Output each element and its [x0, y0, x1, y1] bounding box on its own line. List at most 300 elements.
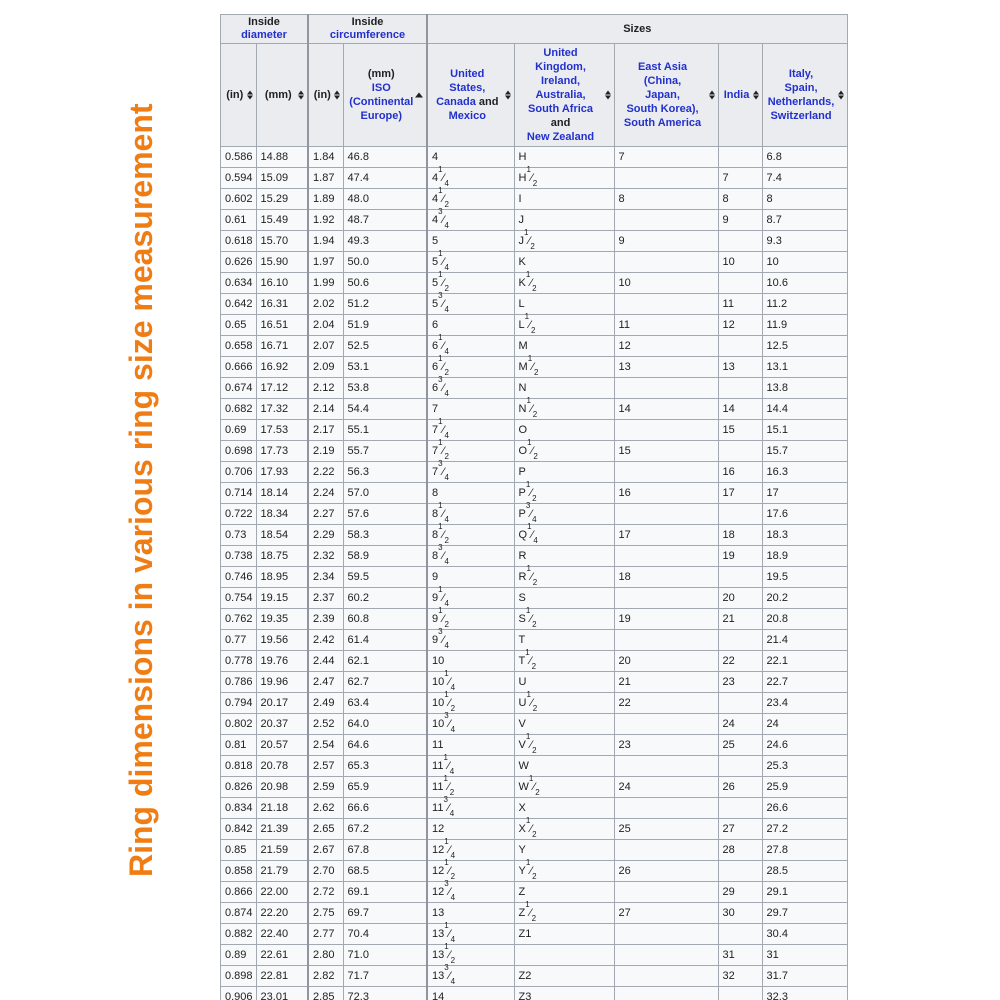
cell-us-canada-mexico: $4^1⁄_2$ — [427, 189, 514, 210]
cell-diameter-mm: 17.12 — [256, 378, 308, 399]
cell-east-asia-south-america — [614, 462, 718, 483]
cell-diameter-mm: 15.09 — [256, 168, 308, 189]
cell-uk-ireland-australia-sa-nz: W — [514, 756, 614, 777]
cell-uk-ireland-australia-sa-nz: Z2 — [514, 966, 614, 987]
cell-italy-spain-netherlands-switzerland: 20.2 — [762, 588, 847, 609]
cell-circumference-mm-iso: 48.0 — [343, 189, 427, 210]
cell-circumference-in: 2.59 — [308, 777, 343, 798]
table-row — [221, 777, 848, 798]
column-header-uk-ireland-australia-sa-nz-link[interactable]: Australia, — [535, 89, 586, 101]
column-header-circumference-mm-iso[interactable] — [343, 44, 427, 147]
cell-italy-spain-netherlands-switzerland: 24.6 — [762, 735, 847, 756]
table-row — [221, 903, 848, 924]
cell-india: 11 — [718, 294, 762, 315]
cell-east-asia-south-america — [614, 546, 718, 567]
table-row — [221, 336, 848, 357]
cell-uk-ireland-australia-sa-nz: R — [514, 546, 614, 567]
sort-ascending-icon[interactable] — [415, 93, 423, 98]
cell-circumference-in: 1.84 — [308, 147, 343, 168]
cell-india — [718, 756, 762, 777]
cell-us-canada-mexico: 5 — [427, 231, 514, 252]
cell-circumference-mm-iso: 56.3 — [343, 462, 427, 483]
cell-circumference-mm-iso: 66.6 — [343, 798, 427, 819]
column-header-italy-spain-netherlands-switzerland-link[interactable]: Switzerland — [770, 110, 832, 122]
cell-diameter-mm: 20.37 — [256, 714, 308, 735]
table-row — [221, 567, 848, 588]
cell-italy-spain-netherlands-switzerland: 12.5 — [762, 336, 847, 357]
cell-diameter-in: 0.706 — [221, 462, 257, 483]
cell-circumference-in: 2.19 — [308, 441, 343, 462]
cell-diameter-in: 0.842 — [221, 819, 257, 840]
cell-diameter-in: 0.746 — [221, 567, 257, 588]
cell-diameter-in: 0.802 — [221, 714, 257, 735]
column-header-us-canada-mexico-link[interactable]: Mexico — [448, 110, 486, 122]
cell-diameter-mm: 17.73 — [256, 441, 308, 462]
cell-diameter-in: 0.81 — [221, 735, 257, 756]
table-row — [221, 945, 848, 966]
column-header-circumference-mm-iso-link[interactable]: ISO (Continental Europe) — [349, 82, 414, 122]
cell-circumference-in: 2.70 — [308, 861, 343, 882]
cell-east-asia-south-america — [614, 882, 718, 903]
sort-both-icon[interactable] — [505, 91, 511, 100]
cell-india: 16 — [718, 462, 762, 483]
column-header-us-canada-mexico-link[interactable]: United States, — [449, 68, 486, 94]
cell-diameter-mm: 18.95 — [256, 567, 308, 588]
table-row — [221, 987, 848, 1000]
cell-east-asia-south-america — [614, 294, 718, 315]
cell-india — [718, 504, 762, 525]
cell-circumference-in: 2.57 — [308, 756, 343, 777]
cell-circumference-mm-iso: 53.8 — [343, 378, 427, 399]
column-header-east-asia-south-america[interactable] — [614, 44, 718, 147]
cell-uk-ireland-australia-sa-nz: $U^1⁄_2$ — [514, 693, 614, 714]
cell-diameter-in: 0.882 — [221, 924, 257, 945]
cell-diameter-in: 0.586 — [221, 147, 257, 168]
table-row — [221, 714, 848, 735]
table-row — [221, 378, 848, 399]
cell-india: 14 — [718, 399, 762, 420]
table-row — [221, 693, 848, 714]
cell-uk-ireland-australia-sa-nz: L — [514, 294, 614, 315]
cell-circumference-in: 2.75 — [308, 903, 343, 924]
cell-circumference-in: 2.80 — [308, 945, 343, 966]
cell-circumference-in: 2.27 — [308, 504, 343, 525]
cell-italy-spain-netherlands-switzerland: 17.6 — [762, 504, 847, 525]
table-row — [221, 357, 848, 378]
cell-diameter-in: 0.69 — [221, 420, 257, 441]
cell-circumference-in: 2.49 — [308, 693, 343, 714]
table-row — [221, 168, 848, 189]
cell-diameter-mm: 21.79 — [256, 861, 308, 882]
column-header-diameter-in[interactable] — [221, 44, 257, 147]
column-header-diameter-mm[interactable] — [256, 44, 308, 147]
column-header-east-asia-south-america-link[interactable]: South Korea), — [626, 103, 699, 115]
cell-italy-spain-netherlands-switzerland: 22.7 — [762, 672, 847, 693]
cell-us-canada-mexico: $9^3⁄_4$ — [427, 630, 514, 651]
sort-both-icon[interactable] — [753, 91, 759, 100]
table-row — [221, 966, 848, 987]
group-header-inside-diameter-text: Inside — [248, 16, 280, 28]
cell-diameter-in: 0.738 — [221, 546, 257, 567]
cell-diameter-in: 0.602 — [221, 189, 257, 210]
cell-india: 17 — [718, 483, 762, 504]
cell-east-asia-south-america: 17 — [614, 525, 718, 546]
group-header-inside-circumference-link[interactable]: circumference — [329, 29, 406, 41]
cell-circumference-mm-iso: 69.1 — [343, 882, 427, 903]
cell-italy-spain-netherlands-switzerland: 27.8 — [762, 840, 847, 861]
cell-east-asia-south-america — [614, 252, 718, 273]
cell-diameter-mm: 22.20 — [256, 903, 308, 924]
column-header-italy-spain-netherlands-switzerland-link[interactable]: Italy, — [788, 68, 814, 80]
table-row — [221, 147, 848, 168]
cell-diameter-in: 0.85 — [221, 840, 257, 861]
group-header-inside-circumference-text: Inside — [351, 16, 384, 28]
table-row — [221, 210, 848, 231]
cell-diameter-mm: 23.01 — [256, 987, 308, 1000]
cell-diameter-in: 0.618 — [221, 231, 257, 252]
table-row — [221, 672, 848, 693]
cell-india — [718, 987, 762, 1000]
cell-us-canada-mexico: $12^1⁄_4$ — [427, 840, 514, 861]
group-header-inside-diameter-link[interactable]: diameter — [241, 29, 287, 41]
cell-us-canada-mexico: $5^1⁄_4$ — [427, 252, 514, 273]
cell-uk-ireland-australia-sa-nz: $M^1⁄_2$ — [514, 357, 614, 378]
cell-uk-ireland-australia-sa-nz: $P^1⁄_2$ — [514, 483, 614, 504]
column-header-us-canada-mexico-text: and — [475, 96, 499, 108]
cell-uk-ireland-australia-sa-nz: $S^1⁄_2$ — [514, 609, 614, 630]
cell-diameter-mm: 16.92 — [256, 357, 308, 378]
cell-circumference-in: 2.24 — [308, 483, 343, 504]
cell-east-asia-south-america: 14 — [614, 399, 718, 420]
cell-uk-ireland-australia-sa-nz: J — [514, 210, 614, 231]
cell-diameter-in: 0.858 — [221, 861, 257, 882]
column-header-us-canada-mexico[interactable] — [427, 44, 514, 147]
cell-us-canada-mexico: $12^3⁄_4$ — [427, 882, 514, 903]
cell-diameter-in: 0.61 — [221, 210, 257, 231]
column-header-east-asia-south-america-link[interactable]: Japan, — [645, 89, 680, 101]
cell-circumference-in: 2.67 — [308, 840, 343, 861]
column-header-uk-ireland-australia-sa-nz-text: and — [550, 117, 571, 129]
cell-uk-ireland-australia-sa-nz: I — [514, 189, 614, 210]
cell-italy-spain-netherlands-switzerland: 13.1 — [762, 357, 847, 378]
cell-india: 20 — [718, 588, 762, 609]
cell-diameter-mm: 16.10 — [256, 273, 308, 294]
cell-italy-spain-netherlands-switzerland: 31 — [762, 945, 847, 966]
cell-diameter-in: 0.834 — [221, 798, 257, 819]
cell-uk-ireland-australia-sa-nz: Y — [514, 840, 614, 861]
column-header-italy-spain-netherlands-switzerland-link[interactable]: Netherlands, — [767, 96, 835, 108]
sort-both-icon[interactable] — [838, 91, 844, 100]
table-row — [221, 525, 848, 546]
cell-circumference-in: 1.92 — [308, 210, 343, 231]
cell-italy-spain-netherlands-switzerland: 31.7 — [762, 966, 847, 987]
cell-circumference-mm-iso: 55.7 — [343, 441, 427, 462]
cell-india: 23 — [718, 672, 762, 693]
cell-uk-ireland-australia-sa-nz: $N^1⁄_2$ — [514, 399, 614, 420]
cell-india: 13 — [718, 357, 762, 378]
cell-diameter-in: 0.73 — [221, 525, 257, 546]
cell-east-asia-south-america: 10 — [614, 273, 718, 294]
cell-us-canada-mexico: 14 — [427, 987, 514, 1000]
cell-us-canada-mexico: $13^1⁄_2$ — [427, 945, 514, 966]
cell-diameter-in: 0.786 — [221, 672, 257, 693]
cell-east-asia-south-america: 19 — [614, 609, 718, 630]
cell-east-asia-south-america: 21 — [614, 672, 718, 693]
cell-uk-ireland-australia-sa-nz: $J^1⁄_2$ — [514, 231, 614, 252]
cell-uk-ireland-australia-sa-nz: S — [514, 588, 614, 609]
cell-diameter-mm: 15.70 — [256, 231, 308, 252]
cell-uk-ireland-australia-sa-nz: $T^1⁄_2$ — [514, 651, 614, 672]
cell-india — [718, 861, 762, 882]
cell-india — [718, 630, 762, 651]
cell-diameter-in: 0.682 — [221, 399, 257, 420]
cell-uk-ireland-australia-sa-nz: M — [514, 336, 614, 357]
cell-circumference-in: 1.87 — [308, 168, 343, 189]
column-header-uk-ireland-australia-sa-nz-link[interactable]: South Africa — [528, 103, 594, 115]
cell-circumference-in: 2.44 — [308, 651, 343, 672]
column-header-uk-ireland-australia-sa-nz[interactable] — [514, 44, 614, 147]
cell-uk-ireland-australia-sa-nz: U — [514, 672, 614, 693]
cell-circumference-in: 2.22 — [308, 462, 343, 483]
cell-diameter-mm: 15.90 — [256, 252, 308, 273]
cell-diameter-mm: 22.81 — [256, 966, 308, 987]
table-row — [221, 441, 848, 462]
cell-east-asia-south-america: 7 — [614, 147, 718, 168]
cell-circumference-in: 2.02 — [308, 294, 343, 315]
cell-circumference-in: 2.72 — [308, 882, 343, 903]
column-header-india-link[interactable]: India — [723, 89, 750, 101]
table-row — [221, 462, 848, 483]
cell-east-asia-south-america: 20 — [614, 651, 718, 672]
cell-east-asia-south-america — [614, 420, 718, 441]
column-header-uk-ireland-australia-sa-nz-link[interactable]: Ireland, — [540, 75, 581, 87]
sort-both-icon[interactable] — [334, 91, 340, 100]
cell-circumference-in: 1.89 — [308, 189, 343, 210]
cell-india: 30 — [718, 903, 762, 924]
cell-circumference-mm-iso: 59.5 — [343, 567, 427, 588]
cell-circumference-in: 1.94 — [308, 231, 343, 252]
cell-diameter-in: 0.794 — [221, 693, 257, 714]
column-header-uk-ireland-australia-sa-nz-link[interactable]: New Zealand — [526, 131, 595, 143]
cell-us-canada-mexico: $11^3⁄_4$ — [427, 798, 514, 819]
cell-diameter-mm: 19.15 — [256, 588, 308, 609]
cell-diameter-in: 0.666 — [221, 357, 257, 378]
column-header-us-canada-mexico-link[interactable]: Canada — [436, 96, 476, 108]
cell-circumference-mm-iso: 54.4 — [343, 399, 427, 420]
cell-east-asia-south-america: 27 — [614, 903, 718, 924]
cell-italy-spain-netherlands-switzerland: 27.2 — [762, 819, 847, 840]
cell-east-asia-south-america — [614, 588, 718, 609]
column-header-uk-ireland-australia-sa-nz-link[interactable]: United Kingdom, — [535, 47, 586, 73]
cell-diameter-mm: 18.75 — [256, 546, 308, 567]
cell-diameter-mm: 19.76 — [256, 651, 308, 672]
column-header-east-asia-south-america-link[interactable]: East Asia (China, — [637, 61, 688, 87]
cell-circumference-in: 2.34 — [308, 567, 343, 588]
cell-india: 24 — [718, 714, 762, 735]
cell-india: 27 — [718, 819, 762, 840]
cell-circumference-mm-iso: 67.2 — [343, 819, 427, 840]
cell-circumference-in: 2.82 — [308, 966, 343, 987]
cell-diameter-mm: 21.18 — [256, 798, 308, 819]
cell-us-canada-mexico: $8^1⁄_4$ — [427, 504, 514, 525]
cell-circumference-in: 2.52 — [308, 714, 343, 735]
cell-circumference-mm-iso: 61.4 — [343, 630, 427, 651]
cell-east-asia-south-america — [614, 798, 718, 819]
cell-east-asia-south-america: 25 — [614, 819, 718, 840]
sort-both-icon[interactable] — [247, 91, 253, 100]
cell-circumference-mm-iso: 49.3 — [343, 231, 427, 252]
cell-italy-spain-netherlands-switzerland: 8 — [762, 189, 847, 210]
cell-us-canada-mexico: $10^1⁄_4$ — [427, 672, 514, 693]
cell-circumference-mm-iso: 60.2 — [343, 588, 427, 609]
cell-diameter-mm: 19.35 — [256, 609, 308, 630]
table-row — [221, 630, 848, 651]
cell-east-asia-south-america — [614, 987, 718, 1000]
table-row — [221, 924, 848, 945]
sort-both-icon[interactable] — [605, 91, 611, 100]
table-row — [221, 483, 848, 504]
cell-india — [718, 378, 762, 399]
cell-diameter-mm: 15.29 — [256, 189, 308, 210]
cell-circumference-mm-iso: 62.7 — [343, 672, 427, 693]
cell-italy-spain-netherlands-switzerland: 28.5 — [762, 861, 847, 882]
table-row — [221, 798, 848, 819]
cell-italy-spain-netherlands-switzerland: 20.8 — [762, 609, 847, 630]
cell-italy-spain-netherlands-switzerland: 32.3 — [762, 987, 847, 1000]
cell-uk-ireland-australia-sa-nz: $X^1⁄_2$ — [514, 819, 614, 840]
cell-us-canada-mexico: 13 — [427, 903, 514, 924]
cell-circumference-mm-iso: 53.1 — [343, 357, 427, 378]
cell-circumference-in: 2.32 — [308, 546, 343, 567]
cell-circumference-mm-iso: 51.2 — [343, 294, 427, 315]
table-row — [221, 294, 848, 315]
cell-circumference-in: 2.14 — [308, 399, 343, 420]
cell-circumference-in: 2.37 — [308, 588, 343, 609]
cell-italy-spain-netherlands-switzerland: 26.6 — [762, 798, 847, 819]
table-row — [221, 420, 848, 441]
cell-india — [718, 924, 762, 945]
cell-us-canada-mexico: $10^3⁄_4$ — [427, 714, 514, 735]
cell-italy-spain-netherlands-switzerland: 25.9 — [762, 777, 847, 798]
cell-diameter-in: 0.754 — [221, 588, 257, 609]
cell-circumference-mm-iso: 72.3 — [343, 987, 427, 1000]
cell-us-canada-mexico: 6 — [427, 315, 514, 336]
cell-diameter-mm: 20.57 — [256, 735, 308, 756]
group-header-inside-diameter — [221, 15, 309, 44]
cell-circumference-mm-iso: 58.3 — [343, 525, 427, 546]
table-row — [221, 735, 848, 756]
cell-circumference-mm-iso: 64.6 — [343, 735, 427, 756]
cell-diameter-in: 0.778 — [221, 651, 257, 672]
cell-india: 12 — [718, 315, 762, 336]
cell-italy-spain-netherlands-switzerland: 29.1 — [762, 882, 847, 903]
cell-circumference-in: 2.65 — [308, 819, 343, 840]
cell-diameter-in: 0.658 — [221, 336, 257, 357]
cell-india: 19 — [718, 546, 762, 567]
cell-india — [718, 147, 762, 168]
cell-circumference-in: 2.12 — [308, 378, 343, 399]
cell-italy-spain-netherlands-switzerland: 10 — [762, 252, 847, 273]
cell-uk-ireland-australia-sa-nz: P — [514, 462, 614, 483]
cell-diameter-mm: 16.51 — [256, 315, 308, 336]
cell-italy-spain-netherlands-switzerland: 8.7 — [762, 210, 847, 231]
cell-us-canada-mexico: $6^1⁄_4$ — [427, 336, 514, 357]
cell-east-asia-south-america — [614, 630, 718, 651]
sort-both-icon[interactable] — [709, 91, 715, 100]
cell-us-canada-mexico: $12^1⁄_2$ — [427, 861, 514, 882]
cell-circumference-mm-iso: 63.4 — [343, 693, 427, 714]
cell-india: 8 — [718, 189, 762, 210]
cell-uk-ireland-australia-sa-nz: Z1 — [514, 924, 614, 945]
cell-diameter-mm: 17.32 — [256, 399, 308, 420]
cell-us-canada-mexico: $5^3⁄_4$ — [427, 294, 514, 315]
cell-diameter-in: 0.594 — [221, 168, 257, 189]
column-header-italy-spain-netherlands-switzerland[interactable] — [762, 44, 847, 147]
cell-east-asia-south-america: 13 — [614, 357, 718, 378]
cell-us-canada-mexico: 4 — [427, 147, 514, 168]
cell-us-canada-mexico: $8^3⁄_4$ — [427, 546, 514, 567]
cell-diameter-in: 0.762 — [221, 609, 257, 630]
cell-uk-ireland-australia-sa-nz: T — [514, 630, 614, 651]
cell-diameter-mm: 16.31 — [256, 294, 308, 315]
cell-italy-spain-netherlands-switzerland: 16.3 — [762, 462, 847, 483]
cell-india — [718, 231, 762, 252]
cell-east-asia-south-america — [614, 840, 718, 861]
table-row — [221, 840, 848, 861]
cell-uk-ireland-australia-sa-nz: Z3 — [514, 987, 614, 1000]
table-row — [221, 861, 848, 882]
cell-italy-spain-netherlands-switzerland: 18.9 — [762, 546, 847, 567]
cell-us-canada-mexico: 7 — [427, 399, 514, 420]
table-row — [221, 189, 848, 210]
sort-both-icon[interactable] — [298, 91, 304, 100]
group-header-inside-circumference — [308, 15, 427, 44]
cell-diameter-mm: 22.00 — [256, 882, 308, 903]
cell-us-canada-mexico: $9^1⁄_4$ — [427, 588, 514, 609]
cell-diameter-in: 0.642 — [221, 294, 257, 315]
table-row — [221, 273, 848, 294]
cell-uk-ireland-australia-sa-nz: $Z^1⁄_2$ — [514, 903, 614, 924]
cell-east-asia-south-america: 11 — [614, 315, 718, 336]
column-header-diameter-in-text: (in) — [226, 89, 244, 101]
column-header-circumference-in[interactable] — [308, 44, 343, 147]
cell-us-canada-mexico: 10 — [427, 651, 514, 672]
cell-diameter-in: 0.866 — [221, 882, 257, 903]
cell-diameter-mm: 21.59 — [256, 840, 308, 861]
cell-india — [718, 441, 762, 462]
cell-east-asia-south-america — [614, 966, 718, 987]
cell-east-asia-south-america: 12 — [614, 336, 718, 357]
column-header-italy-spain-netherlands-switzerland-link[interactable]: Spain, — [784, 82, 818, 94]
cell-east-asia-south-america: 16 — [614, 483, 718, 504]
vertical-title: Ring dimensions in various ring size measurement — [123, 103, 159, 877]
cell-circumference-mm-iso: 65.9 — [343, 777, 427, 798]
cell-diameter-mm: 20.98 — [256, 777, 308, 798]
cell-circumference-mm-iso: 68.5 — [343, 861, 427, 882]
cell-india — [718, 798, 762, 819]
cell-us-canada-mexico: $7^1⁄_4$ — [427, 420, 514, 441]
column-header-india[interactable] — [718, 44, 762, 147]
cell-uk-ireland-australia-sa-nz: O — [514, 420, 614, 441]
cell-india: 15 — [718, 420, 762, 441]
column-header-east-asia-south-america-link[interactable]: South America — [623, 117, 702, 129]
cell-us-canada-mexico: 8 — [427, 483, 514, 504]
cell-east-asia-south-america: 24 — [614, 777, 718, 798]
cell-india: 22 — [718, 651, 762, 672]
cell-circumference-mm-iso: 46.8 — [343, 147, 427, 168]
cell-diameter-in: 0.634 — [221, 273, 257, 294]
cell-circumference-mm-iso: 69.7 — [343, 903, 427, 924]
